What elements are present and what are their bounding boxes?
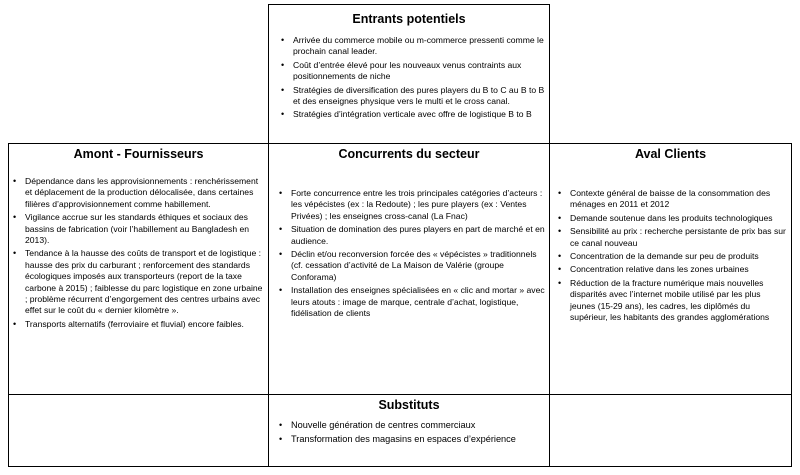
concurrents-cell <box>268 143 550 395</box>
amont-title: Amont - Fournisseurs <box>73 147 204 161</box>
list-item: • Réduction de la fracture numérique mais nouvelles disparités avec l’internet mobile utilisé par les plus jeunes (15-29 ans), les cadres, les diplômés du supérieur, les habitants des grandes agglomérations <box>556 278 787 324</box>
list-item: • Concentration relative dans les zones urbaines <box>556 264 787 275</box>
concurrents-list <box>277 188 545 319</box>
concurrents-title: Concurrents du secteur <box>338 147 480 161</box>
aval-title: Aval Clients <box>634 147 707 161</box>
list-item: • Installation des enseignes spécialisées en « clic and mortar » avec leurs atouts : image de marque, centrale d’achat, logistique, fidélisation de clients <box>277 285 545 319</box>
list-item: • Déclin et/ou reconversion forcée des « vépécistes » traditionnels (cf. cessation d’activité de La Maison de Valérie (groupe Conforama) <box>277 249 545 283</box>
list-item: • Transformation des magasins en espaces d’expérience <box>277 433 545 445</box>
list-item: • Dépendance dans les approvisionnements : renchérissement et déplacement de la production délocalisée, dans certaines filières d’approvisionnement comme habillement. <box>11 176 264 210</box>
empty-cell-bottom-right <box>549 394 792 467</box>
list-item: • Situation de domination des pures players en part de marché et en audience. <box>277 224 545 247</box>
list-item: • Sensibilité au prix : recherche persistante de prix bas sur ce canal nouveau <box>556 226 787 249</box>
substituts-title: Substituts <box>378 398 440 412</box>
list-item: • Forte concurrence entre les trois principales catégories d’acteurs : les vépécistes (ex : la Redoute) ; les pure players (ex : Ventes Privées) ; les enseignes cross-canal (La Fnac) <box>277 188 545 222</box>
list-item: • Vigilance accrue sur les standards éthiques et sociaux des bassins de fabrication (voir l’habillement au Bangladesh en 2013). <box>11 212 264 246</box>
entrants-list <box>279 35 545 121</box>
list-item: • Tendance à la hausse des coûts de transport et de logistique : hausse des prix du carburant ; renforcement des standards écologiques imposés aux transporteurs (report de la taxe carbone à 2015) ; faiblesse du parc logistique en zone urbaine ; problème récurrent d’engorgement des centres urbains avec effet sur le coût du « dernier kilomètre ». <box>11 248 264 316</box>
list-item: • Stratégies d’intégration verticale avec offre de logistique B to B <box>279 109 545 120</box>
amont-cell <box>8 143 269 395</box>
list-item: • Concentration de la demande sur peu de produits <box>556 251 787 262</box>
aval-cell <box>549 143 792 395</box>
list-item: • Demande soutenue dans les produits technologiques <box>556 213 787 224</box>
list-item: • Arrivée du commerce mobile ou m-commerce pressenti comme le prochain canal leader. <box>279 35 545 58</box>
substituts-cell <box>268 394 550 467</box>
entrants-cell <box>268 4 550 144</box>
list-item: • Stratégies de diversification des pures players du B to C au B to B et des enseignes physique vers le multi et le cross canal. <box>279 85 545 108</box>
list-item: • Contexte général de baisse de la consommation des ménages en 2011 et 2012 <box>556 188 787 211</box>
entrants-title: Entrants potentiels <box>352 12 466 26</box>
list-item: • Nouvelle génération de centres commerciaux <box>277 419 545 431</box>
empty-cell-bottom-left <box>8 394 269 467</box>
aval-list <box>556 188 787 323</box>
substituts-list <box>277 419 545 445</box>
list-item: • Transports alternatifs (ferroviaire et fluvial) encore faibles. <box>11 319 264 330</box>
list-item: • Coût d’entrée élevé pour les nouveaux venus contraints aux positionnements de niche <box>279 60 545 83</box>
amont-list <box>11 176 264 330</box>
